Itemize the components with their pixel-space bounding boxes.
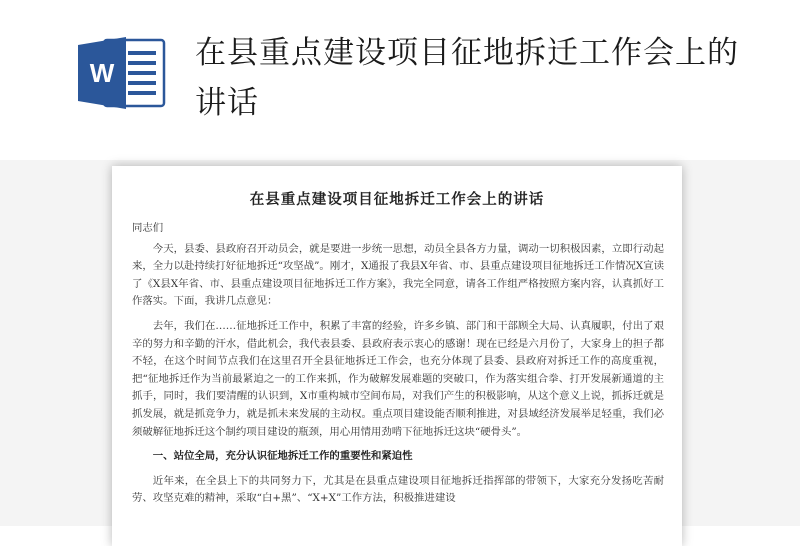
salutation: 同志们 (132, 222, 164, 234)
word-icon (76, 34, 166, 112)
document-body (132, 220, 664, 515)
paragraph: 去年，我们在……征地拆迁工作中，积累了丰富的经验，许多乡镇、部门和干部顾全大局、认真履职，付出了艰辛的努力和辛勤的汗水，借此机会，我代表县委、县政府表示衷心的感谢！现在已经是六月份了，大家身上的担子都不轻，在这个时间节点我们在这里召开全县征地拆迁工作会，也充分体现了县委、县政府对拆迁工作的高度重视，把“征地拆迁作为当前最紧迫之一的工作来抓，作为破解发展难题的突破口，作为落实组合拳、打开发展新通道的主抓手，同时，我们要清醒的认识到，X市重构城市空间布局，对我们产生的积极影响，从这个意义上说，抓拆迁就是抓发展，就是抓竞争力，就是抓未来发展的主动权。重点项目建设能否顺利推进，对县域经济发展举足轻重，我们必须破解征地拆迁这个制约项目建设的瓶颈，用心用情用劲啃下征地拆迁这块“硬骨头”。 (132, 319, 664, 438)
document-page (112, 166, 682, 546)
paragraph: 今天，县委、县政府召开动员会，就是要进一步统一思想，动员全县各方力量，调动一切积极因素，立即行动起来，全力以赴持续打好征地拆迁“攻坚战”。刚才，X通报了我县X年省、市、县重点建设项目征地拆迁工作情况X宣读了《X县X年省、市、县重点建设项目征地拆迁工作方案》，我完全同意，请各工作组严格按照方案内容，认真抓好工作落实。下面，我讲几点意见： (132, 242, 664, 308)
page-title: 在县重点建设项目征地拆迁工作会上的讲话 (195, 35, 739, 121)
section-heading: 一、站位全局，充分认识征地拆迁工作的重要性和紧迫性 (152, 450, 413, 463)
paragraph: 近年来，在全县上下的共同努力下，尤其是在县重点建设项目征地拆迁指挥部的带领下，大家充分发扬吃苦耐劳、攻坚克难的精神，采取“白+黑”、“X+X”工作方法，积极推进建设 (132, 474, 664, 505)
svg-text:W: W (89, 58, 115, 88)
document-title: 在县重点建设项目征地拆迁工作会上的讲话 (249, 191, 545, 208)
header (0, 0, 800, 160)
